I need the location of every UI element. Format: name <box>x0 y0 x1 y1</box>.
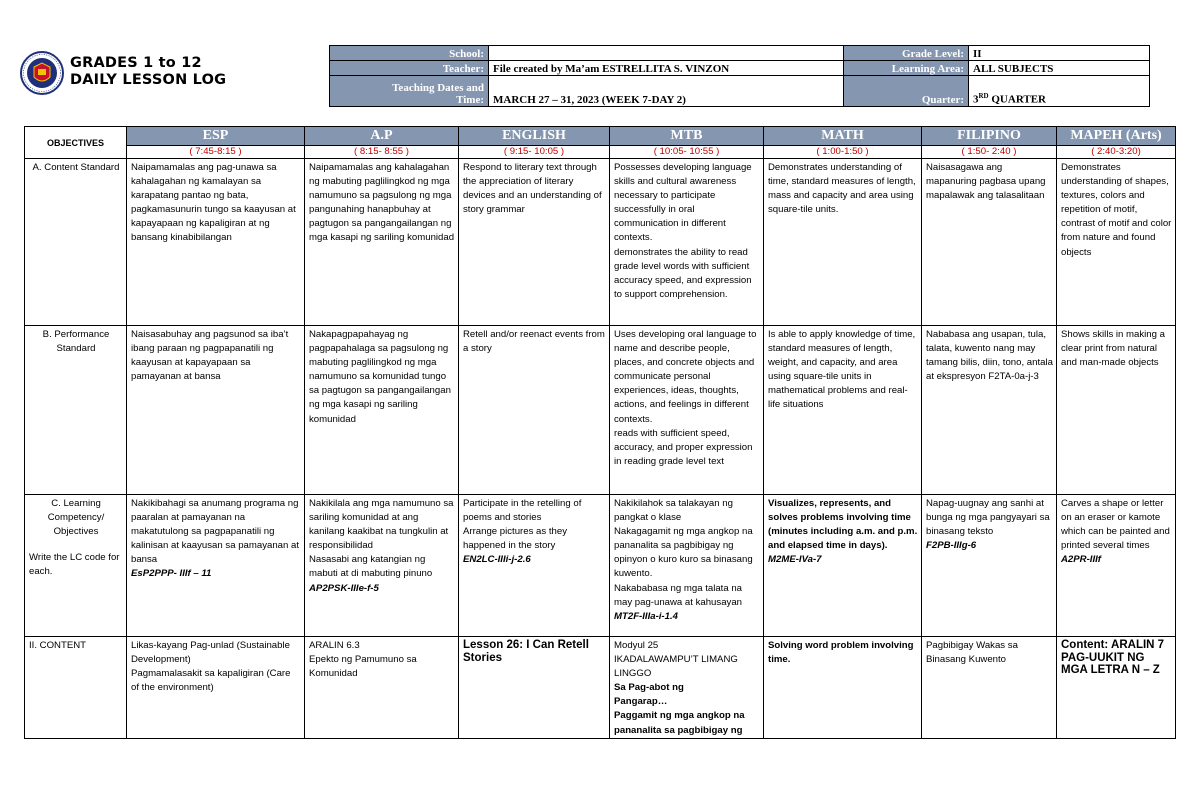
title-line-2: DAILY LESSON LOG <box>70 72 227 88</box>
subject-mapeh: MAPEH (Arts) <box>1057 127 1176 146</box>
cs-math: Demonstrates understanding of time, standard measures of length, mass and capacity and area using square-tile units. <box>764 159 922 326</box>
learning-area-label: Learning Area: <box>844 61 969 76</box>
lc-mtb-text-3: Nakababasa ng mga talata na may pag-unawa at kahusayan <box>614 582 743 608</box>
lc-mtb-text-1: Nakikilahok sa talakayan ng pangkat o klase <box>614 498 733 524</box>
content-esp-line-2: Pagmamalasakit sa kapaligiran (Care of the environment) <box>131 668 291 694</box>
subject-english: ENGLISH <box>459 127 610 146</box>
lc-filipino-text: Napag-uugnay ang sanhi at bunga ng mga pangyayari sa binasang teksto <box>926 498 1050 538</box>
cs-mtb-text-1: Possesses developing language skills and cultural awareness necessary to participate successfully in oral communication in different contexts. <box>614 162 752 244</box>
lc-filipino-code: F2PB-IIIg-6 <box>926 540 977 552</box>
ps-mtb-text-2: reads with sufficient speed, accuracy, and proper expression in reading grade level text <box>614 427 753 467</box>
content-filipino <box>922 637 1057 739</box>
lc-mapeh-text: Carves a shape or letter on an eraser or kamote which can be painted and printed several times <box>1061 498 1170 552</box>
content-english-text: Lesson 26: I Can Retell Stories <box>463 639 589 664</box>
lc-ap-text-2: Nasasabi ang katangian ng mabuti at di mabuting pinuno <box>309 554 433 580</box>
lc-code-note: Write the LC code for each. <box>29 552 120 578</box>
learning-competency-label <box>25 495 127 637</box>
content-row <box>25 637 1176 739</box>
grade-level-value: II <box>969 46 1150 61</box>
cs-english: Respond to literary text through the appreciation of literary devices and an understanding of story grammar <box>459 159 610 326</box>
content-standard-row <box>25 159 1176 326</box>
cs-mtb-text-2: demonstrates the ability to read grade level words with sufficient accuracy speed, and expression to support comprehension. <box>614 246 752 300</box>
content-mapeh-line-1: Content: ARALIN 7 <box>1061 639 1165 651</box>
quarter-word: QUARTER <box>988 94 1046 106</box>
title-line-1: GRADES 1 to 12 <box>70 55 202 71</box>
performance-standard-row <box>25 326 1176 495</box>
lc-esp <box>127 495 305 637</box>
content-ap-line-1: ARALIN 6.3 <box>309 640 360 651</box>
content-mtb-line-1: Modyul 25 <box>614 640 659 651</box>
content-standard-label <box>25 159 127 326</box>
content-mtb-line-2: IKADALAWAMPU’T LIMANG LINGGO <box>614 654 738 680</box>
content-mapeh-line-2: PAG-UUKIT NG MGA LETRA N – Z <box>1061 651 1160 676</box>
subject-ap: A.P <box>305 127 459 146</box>
lc-math-text: Visualizes, represents, and solves problems involving time (minutes including a.m. and p.m. and elapsed time in days). <box>768 498 918 552</box>
lc-english-code: EN2LC-IIIi-j-2.6 <box>463 554 531 566</box>
lc-mtb-code: MT2F-IIIa-i-1.4 <box>614 610 678 622</box>
learning-area-value: ALL SUBJECTS <box>969 61 1150 76</box>
content-math <box>764 637 922 739</box>
subject-mtb: MTB <box>610 127 764 146</box>
performance-standard-label-text: B. Performance Standard <box>42 329 110 355</box>
lc-filipino <box>922 495 1057 637</box>
ps-mtb-text-1: Uses developing oral language to name and describe people, places, and concrete objects and communicate personal experiences, ideas, thoughts, actions, and feelings in different contexts. <box>614 329 757 425</box>
time-math: ( 1:00-1:50 ) <box>764 146 922 159</box>
quarter-number: 3 <box>973 94 979 106</box>
teaching-dates-label-line2: Time: <box>456 94 484 106</box>
time-english: ( 9:15- 10:05 ) <box>459 146 610 159</box>
ps-english: Retell and/or reenact events from a story <box>459 326 610 495</box>
content-math-text: Solving word problem involving time. <box>768 640 914 666</box>
lc-mapeh <box>1057 495 1176 637</box>
teaching-dates-value: MARCH 27 – 31, 2023 (WEEK 7-DAY 2) <box>489 76 844 107</box>
learning-competency-label-text: C. Learning Competency/ Objectives <box>47 498 105 538</box>
lc-english-text-2: Arrange pictures as they happened in the story <box>463 526 567 552</box>
ps-mapeh: Shows skills in making a clear print from natural and man-made objects <box>1057 326 1176 495</box>
quarter-suffix: RD <box>978 92 989 101</box>
lc-esp-text: Nakikibahagi sa anumang programa ng paaralan at pamayanan na makatutulong sa pagpapanatili ng kalinisan at kaayusan sa pamayanan at bansa <box>131 498 299 566</box>
header-info-table <box>329 45 1150 107</box>
lc-ap <box>305 495 459 637</box>
teaching-dates-label-line1: Teaching Dates and <box>392 82 484 94</box>
lc-mapeh-code: A2PR-IIIf <box>1061 554 1101 566</box>
content-filipino-text: Pagbibigay Wakas sa Binasang Kuwento <box>926 640 1018 666</box>
subject-math: MATH <box>764 127 922 146</box>
subject-esp: ESP <box>127 127 305 146</box>
lc-ap-code: AP2PSK-IIIe-f-5 <box>309 582 379 594</box>
ps-ap: Nakapagpapahayag ng pagpapahalaga sa pagsulong ng mabuting paglilingkod ng mga namumuno sa komunidad tungo sa pagtugon sa pangangailangan ng mga kasapi ng sariling komunidad <box>305 326 459 495</box>
content-mtb-line-4: Pangarap… <box>614 696 668 708</box>
deped-seal-logo <box>20 43 64 107</box>
content-esp <box>127 637 305 739</box>
time-ap: ( 8:15- 8:55 ) <box>305 146 459 159</box>
lesson-log-grid <box>24 126 1176 739</box>
lc-mtb <box>610 495 764 637</box>
subject-filipino: FILIPINO <box>922 127 1057 146</box>
lc-ap-text-1: Nakikilala ang mga namumuno sa sariling komunidad at ang kanilang kaakibat na tungkulin at responsibilidad <box>309 498 454 552</box>
objectives-header: OBJECTIVES <box>25 127 127 159</box>
school-value <box>489 46 844 61</box>
cs-filipino: Naisasagawa ang mapanuring pagbasa upang mapalawak ang talasalitaan <box>922 159 1057 326</box>
teacher-label: Teacher: <box>330 61 489 76</box>
content-ap <box>305 637 459 739</box>
school-label: School: <box>330 46 489 61</box>
time-row <box>25 146 1176 159</box>
performance-standard-label <box>25 326 127 495</box>
learning-competency-row <box>25 495 1176 637</box>
ps-filipino: Nababasa ang usapan, tula, talata, kuwento nang may tamang bilis, diin, tono, antala at ekspresyon F2TA-0a-j-3 <box>922 326 1057 495</box>
time-esp: ( 7:45-8:15 ) <box>127 146 305 159</box>
lc-mtb-text-2: Nakagagamit ng mga angkop na pananalita sa pagbibigay ng opinyon o kuro kuro sa binasang kuwento. <box>614 526 753 580</box>
quarter-label: Quarter: <box>844 76 969 107</box>
content-mtb-line-3: Sa Pag-abot ng <box>614 682 684 694</box>
cs-esp: Naipamamalas ang pag-unawa sa kahalagahan ng kamalayan sa karapatang pantao ng bata, pagkamasunurin tungo sa kaayusan at kapayapaan ng kapaligiran at ng bansang kinabibilangan <box>127 159 305 326</box>
teaching-dates-label <box>330 76 489 107</box>
content-mtb-line-5: Paggamit ng mga angkop na pananalita sa pagbibigay ng <box>614 710 745 736</box>
content-standard-label-text: A. Content Standard <box>32 162 120 173</box>
lc-math-code: M2ME-IVa-7 <box>768 554 822 566</box>
cs-mapeh: Demonstrates understanding of shapes, textures, colors and repetition of motif, contrast of motif and color from nature and found objects <box>1057 159 1176 326</box>
content-mapeh <box>1057 637 1176 739</box>
subject-header-row <box>25 127 1176 146</box>
lc-english-text-1: Participate in the retelling of poems and stories <box>463 498 582 524</box>
grade-level-label: Grade Level: <box>844 46 969 61</box>
ps-esp: Naisasabuhay ang pagsunod sa iba’t ibang paraan ng pagpapanatili ng kaayusan at kapayapaan sa pamayanan at bansa <box>127 326 305 495</box>
lc-math <box>764 495 922 637</box>
ps-math: Is able to apply knowledge of time, standard measures of length, weight, and capacity, and area using square-tile units in mathematical problems and real-life situations <box>764 326 922 495</box>
content-mtb <box>610 637 764 739</box>
teacher-value: File created by Ma’am ESTRELLITA S. VINZON <box>489 61 844 76</box>
lc-esp-code: EsP2PPP- IIIf – 11 <box>131 568 212 580</box>
content-esp-line-1: Likas-kayang Pag-unlad (Sustainable Development) <box>131 640 290 666</box>
ps-mtb <box>610 326 764 495</box>
time-mapeh: ( 2:40-3:20) <box>1057 146 1176 159</box>
content-label: II. CONTENT <box>25 637 127 739</box>
document-title <box>70 55 226 89</box>
time-filipino: ( 1:50- 2:40 ) <box>922 146 1057 159</box>
time-mtb: ( 10:05- 10:55 ) <box>610 146 764 159</box>
content-english <box>459 637 610 739</box>
cs-mtb <box>610 159 764 326</box>
lc-english <box>459 495 610 637</box>
quarter-value <box>969 76 1150 107</box>
cs-ap: Naipamamalas ang kahalagahan ng mabuting paglilingkod ng mga namumuno sa pagsulong ng mga pangunahing hanapbuhay at pagtugon sa pangangailangan ng mga kasapi ng sariling komunidad <box>305 159 459 326</box>
content-ap-line-2: Epekto ng Pamumuno sa Komunidad <box>309 654 417 680</box>
